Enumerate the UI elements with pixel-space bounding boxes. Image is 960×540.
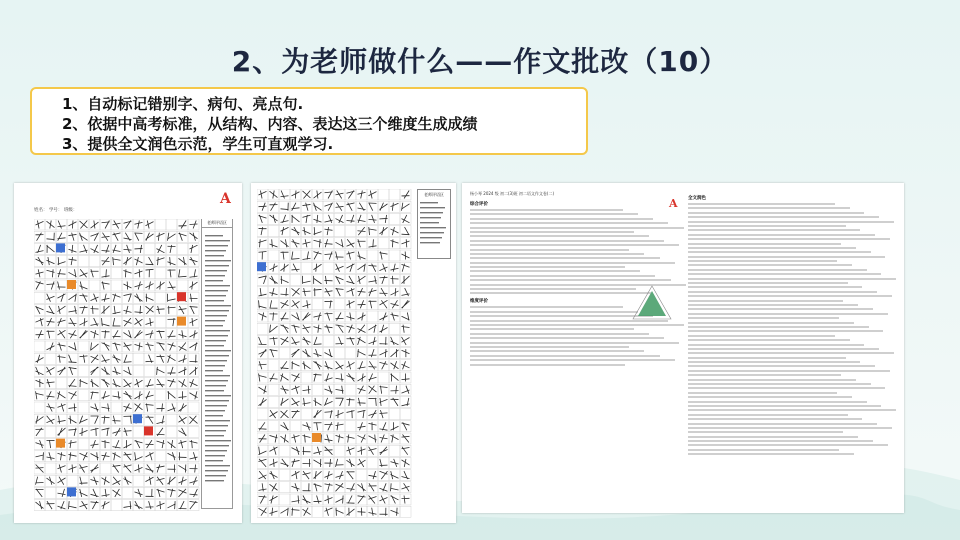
- dimension-radar-chart: [630, 283, 674, 323]
- report-section-polish: 全文润色: [688, 196, 706, 201]
- report-meta: 杨小琴 2024 级 初二(3)班 初二语文作文卷(二): [470, 191, 555, 196]
- report-overall-text: [470, 209, 688, 294]
- teacher-comment-lines: [203, 231, 233, 511]
- report-grade-mark: A: [669, 197, 678, 210]
- note-line-2: 2、依据中高考标准，从结构、内容、表达这三个维度生成成绩: [62, 115, 478, 133]
- teacher-comment-column: [201, 219, 233, 509]
- note-line-3: 3、提供全文润色示范，学生可直观学习.: [62, 135, 334, 153]
- essay-writing-grid: [34, 219, 200, 511]
- feature-notes-box: [30, 87, 588, 155]
- report-section-overall: 综合评价: [470, 202, 488, 207]
- teacher-comment-lines-2: [418, 198, 448, 254]
- teacher-comment-box-2: [417, 189, 451, 259]
- essay-sheet-photo: [14, 183, 242, 523]
- essay-grade-mark: A: [220, 191, 231, 207]
- report-section-dimension: 维度评价: [470, 299, 488, 305]
- report-left-column: [470, 191, 688, 368]
- slide-title: 2、为老师做什么——作文批改（10）: [231, 45, 729, 78]
- essay-report-document: [462, 183, 904, 513]
- teacher-comment-heading: 老师评语区: [202, 219, 232, 228]
- essay-sheet-header: 姓名： 学号： 班级：: [34, 208, 78, 213]
- report-polish-text: [688, 203, 898, 455]
- teacher-comment-heading-2: 老师评语区: [424, 192, 444, 197]
- essay-sheet-photo-2: [251, 183, 456, 523]
- note-line-1: 1、自动标记错别字、病句、亮点句.: [62, 95, 304, 113]
- essay-writing-grid-2: [257, 189, 413, 519]
- report-right-column: [688, 191, 898, 458]
